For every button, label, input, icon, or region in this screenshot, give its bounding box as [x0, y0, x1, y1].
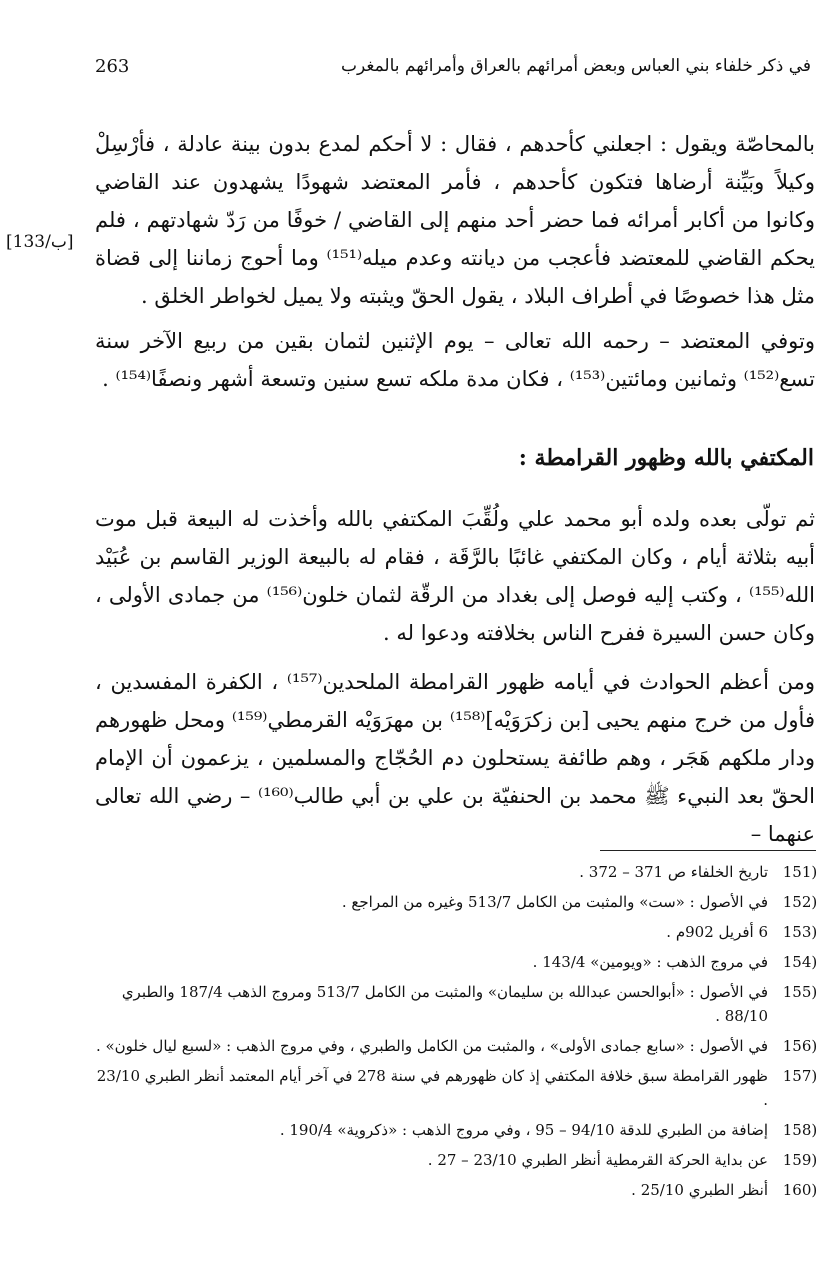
paragraph-1: بالمحاصّة ويقول : اجعلني كأحدهم ، فقال : لا أحكم لمدع بدون بينة عادلة ، فأرْسِلْ وكيلاً وبَيِّنة أرضاها فتكون كأحدهم ، فأمر المعتضد شهودًا يشهدون عند القاضي وكانوا من أكابر أمرائه فما حضر أحد منهم إلى القاضي / خوفًا من رَدّ شهادتهم ، فلم يحكم القاضي للمعتضد فأعجب من ديانته وعدم ميله⁽¹⁵¹⁾ وما أحوج زماننا إلى قضاة مثل هذا خصوصًا في أطراف البلاد ، يقول الحقّ ويثبته ولا يميل لخواطر الخلق . [95, 132, 815, 308]
footnote-number: (152 [782, 893, 818, 911]
footnote-text: عن بداية الحركة القرمطية أنظر الطبري 23/10 – 27 . [427, 1151, 768, 1169]
footnote-text: في مروج الذهب : «ويومين» 143/4 . [532, 953, 768, 971]
footnote [95, 860, 820, 884]
footnote-text: تاريخ الخلفاء ص 371 – 372 . [579, 863, 768, 881]
footnote [95, 980, 820, 1028]
paragraph-2: وتوفي المعتضد – رحمه الله تعالى – يوم الإثنين لثمان بقين من ربيع الآخر سنة تسع⁽¹⁵²⁾ وثمانين ومائتين⁽¹⁵³⁾ ، فكان مدة ملكه تسع سنين وتسعة أشهر ونصفًا⁽¹⁵⁴⁾ . [95, 329, 815, 391]
footnote [95, 920, 820, 944]
footnote-number: (158 [782, 1121, 818, 1139]
footnote-text: في الأصول : «ست» والمثبت من الكامل 513/7 وغيره من المراجع . [341, 893, 768, 911]
footnote-number: (151 [782, 863, 818, 881]
footnote-number: (155 [782, 983, 818, 1001]
footnote-number: (156 [782, 1037, 818, 1055]
footnote [95, 1148, 820, 1172]
footnote-number: (154 [782, 953, 818, 971]
paragraph-4: ومن أعظم الحوادث في أيامه ظهور القرامطة الملحدين⁽¹⁵⁷⁾ ، الكفرة المفسدين ، فأول من خرج منهم يحيى [بن زكرَوَيْه]⁽¹⁵⁸⁾ بن مهرَوَيْه القرمطي⁽¹⁵⁹⁾ ومحل ظهورهم ودار ملكهم هَجَر ، وهم طائفة يستحلون دم الحُجّاج والمسلمين ، يزعمون أن الإمام الحقّ بعد النبيء ﷺ محمد بن الحنفيّة بن علي بن أبي طالب⁽¹⁶⁰⁾ – رضي الله تعالى عنهما – [95, 670, 815, 846]
footnote-number: (160 [782, 1181, 818, 1199]
footnote-text: 6 أفريل 902م . [666, 923, 768, 941]
footnote [95, 1034, 820, 1058]
running-title: في ذكر خلفاء بني العباس وبعض أمرائهم بالعراق وأمرائهم بالمغرب [341, 56, 811, 76]
page-header [95, 44, 811, 84]
footnote-divider [600, 850, 816, 851]
footnotes [95, 860, 820, 1208]
footnote-text: في الأصول : «أبوالحسن عبدالله بن سليمان» والمثبت من الكامل 513/7 ومروج الذهب 187/4 والطبري 88/10 . [121, 983, 768, 1025]
paragraph-3: ثم تولّى بعده ولده أبو محمد علي ولُقِّبَ المكتفي بالله وأخذت له البيعة قبل موت أبيه بثلاثة أيام ، وكان المكتفي غائبًا بالرَّقَة ، فقام له بالبيعة الوزير القاسم بن عُبَيْد الله⁽¹⁵⁵⁾ ، وكتب إليه فوصل إلى بغداد من الرقّة لثمان خلون⁽¹⁵⁶⁾ من جمادى الأولى ، وكان حسن السيرة ففرح الناس بخلافته ودعوا له . [95, 507, 815, 645]
footnote-text: في الأصول : «سابع جمادى الأولى» ، والمثبت من الكامل والطبري ، وفي مروج الذهب : «لسبع ليال خلون» . [95, 1037, 768, 1055]
manuscript-folio-marker: [133/ب] [6, 232, 74, 252]
footnote-number: (159 [782, 1151, 818, 1169]
footnote [95, 1118, 820, 1142]
footnote [95, 890, 820, 914]
page-number: 263 [95, 56, 130, 77]
footnote-number: (153 [782, 923, 818, 941]
footnote-text: إضافة من الطبري للدقة 94/10 – 95 ، وفي مروج الذهب : «ذكروية» 190/4 . [279, 1121, 768, 1139]
footnote [95, 950, 820, 974]
footnote [95, 1064, 820, 1112]
section-heading: المكتفي بالله وظهور القرامطة : [518, 445, 814, 471]
footnote [95, 1178, 820, 1202]
footnote-text: أنظر الطبري 25/10 . [631, 1181, 768, 1199]
footnote-number: (157 [782, 1067, 818, 1085]
footnote-text: ظهور القرامطة سبق خلافة المكتفي إذ كان ظهورهم في سنة 278 في آخر أيام المعتمد أنظر الطبري 23/10 . [96, 1067, 768, 1109]
